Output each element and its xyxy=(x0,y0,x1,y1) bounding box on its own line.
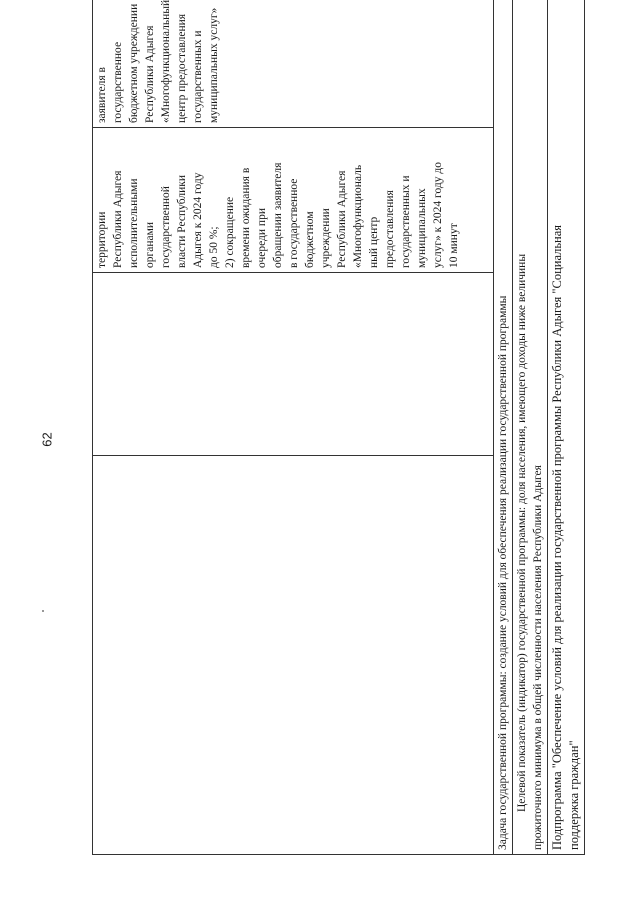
cell-line: государственное xyxy=(112,41,124,123)
cell-line: исполнительными xyxy=(128,178,140,268)
cell-line: обращении заявителя xyxy=(272,162,284,268)
cell-line: Республики Адыгея xyxy=(144,25,156,123)
cell-line: территории xyxy=(96,211,108,268)
cell-line: очереди при xyxy=(256,208,268,268)
cell-line: до 50 %; xyxy=(208,226,220,268)
cell-line: Республики Адыгея xyxy=(336,170,348,268)
table-cell-empty-2 xyxy=(93,273,494,456)
cell-line: органами xyxy=(144,221,156,268)
table-cell-empty-1 xyxy=(93,456,494,855)
cell-line: 2) сокращение xyxy=(224,196,236,268)
cell-line: учреждении xyxy=(320,208,332,268)
page-number: 62 xyxy=(39,432,55,447)
rotated-table-region xyxy=(92,0,590,855)
table-row xyxy=(93,0,494,855)
table-row-task xyxy=(494,0,513,855)
cell-line: заявителя в xyxy=(96,67,108,123)
cell-line: времени ожидания в xyxy=(240,167,252,268)
cell-line: государственных и xyxy=(192,30,204,123)
subprogram-line-1: Подпрограмма "Обеспечение условий для реализации государственной программы Республики Адыгея "Социальная xyxy=(550,224,564,850)
cell-line: услуг» к 2024 году до xyxy=(432,162,444,268)
table-row-indicator xyxy=(513,0,548,855)
cell-line: ный центр xyxy=(368,216,380,268)
cell-line: «Многофункциональный xyxy=(160,0,172,123)
cell-line: предоставления xyxy=(384,190,396,268)
cell-line: «Многофункциональ xyxy=(352,164,364,268)
cell-line: власти Республики xyxy=(176,175,188,268)
table-cell-results-cont xyxy=(93,0,494,128)
indicator-line-1: Целевой показатель (индикатор) государственной программы: доля населения, имеющего доходы ниже величины xyxy=(516,253,528,812)
cell-line: Адыгея к 2024 году xyxy=(192,172,204,268)
table-cell-results xyxy=(93,128,494,273)
scan-speck xyxy=(42,610,44,612)
subprogram-line-2: поддержка граждан" xyxy=(567,740,581,850)
cell-line: бюджетном xyxy=(304,211,316,268)
cell-line: муниципальных xyxy=(416,188,428,268)
cell-line: Республики Адыгея xyxy=(112,170,124,268)
cell-line: бюджетном учреждении xyxy=(128,3,140,123)
cell-line: государственных и xyxy=(400,175,412,268)
table-row-subprogram xyxy=(548,0,585,855)
indicator-line-2: прожиточного минимума в общей численности населения Республики Адыгея xyxy=(532,465,544,850)
subprogram-row xyxy=(548,0,585,855)
cell-line: 10 минут xyxy=(448,223,460,268)
task-row-text: Задача государственной программы: создание условий для обеспечения реализации государственной программы xyxy=(494,0,513,855)
cell-line: муниципальных услуг» xyxy=(208,7,220,123)
cell-line: государственной xyxy=(160,186,172,268)
cell-line: центр предоставления xyxy=(176,13,188,123)
cell-line: в государственное xyxy=(288,178,300,268)
program-table xyxy=(92,0,585,855)
indicator-row xyxy=(513,0,548,855)
